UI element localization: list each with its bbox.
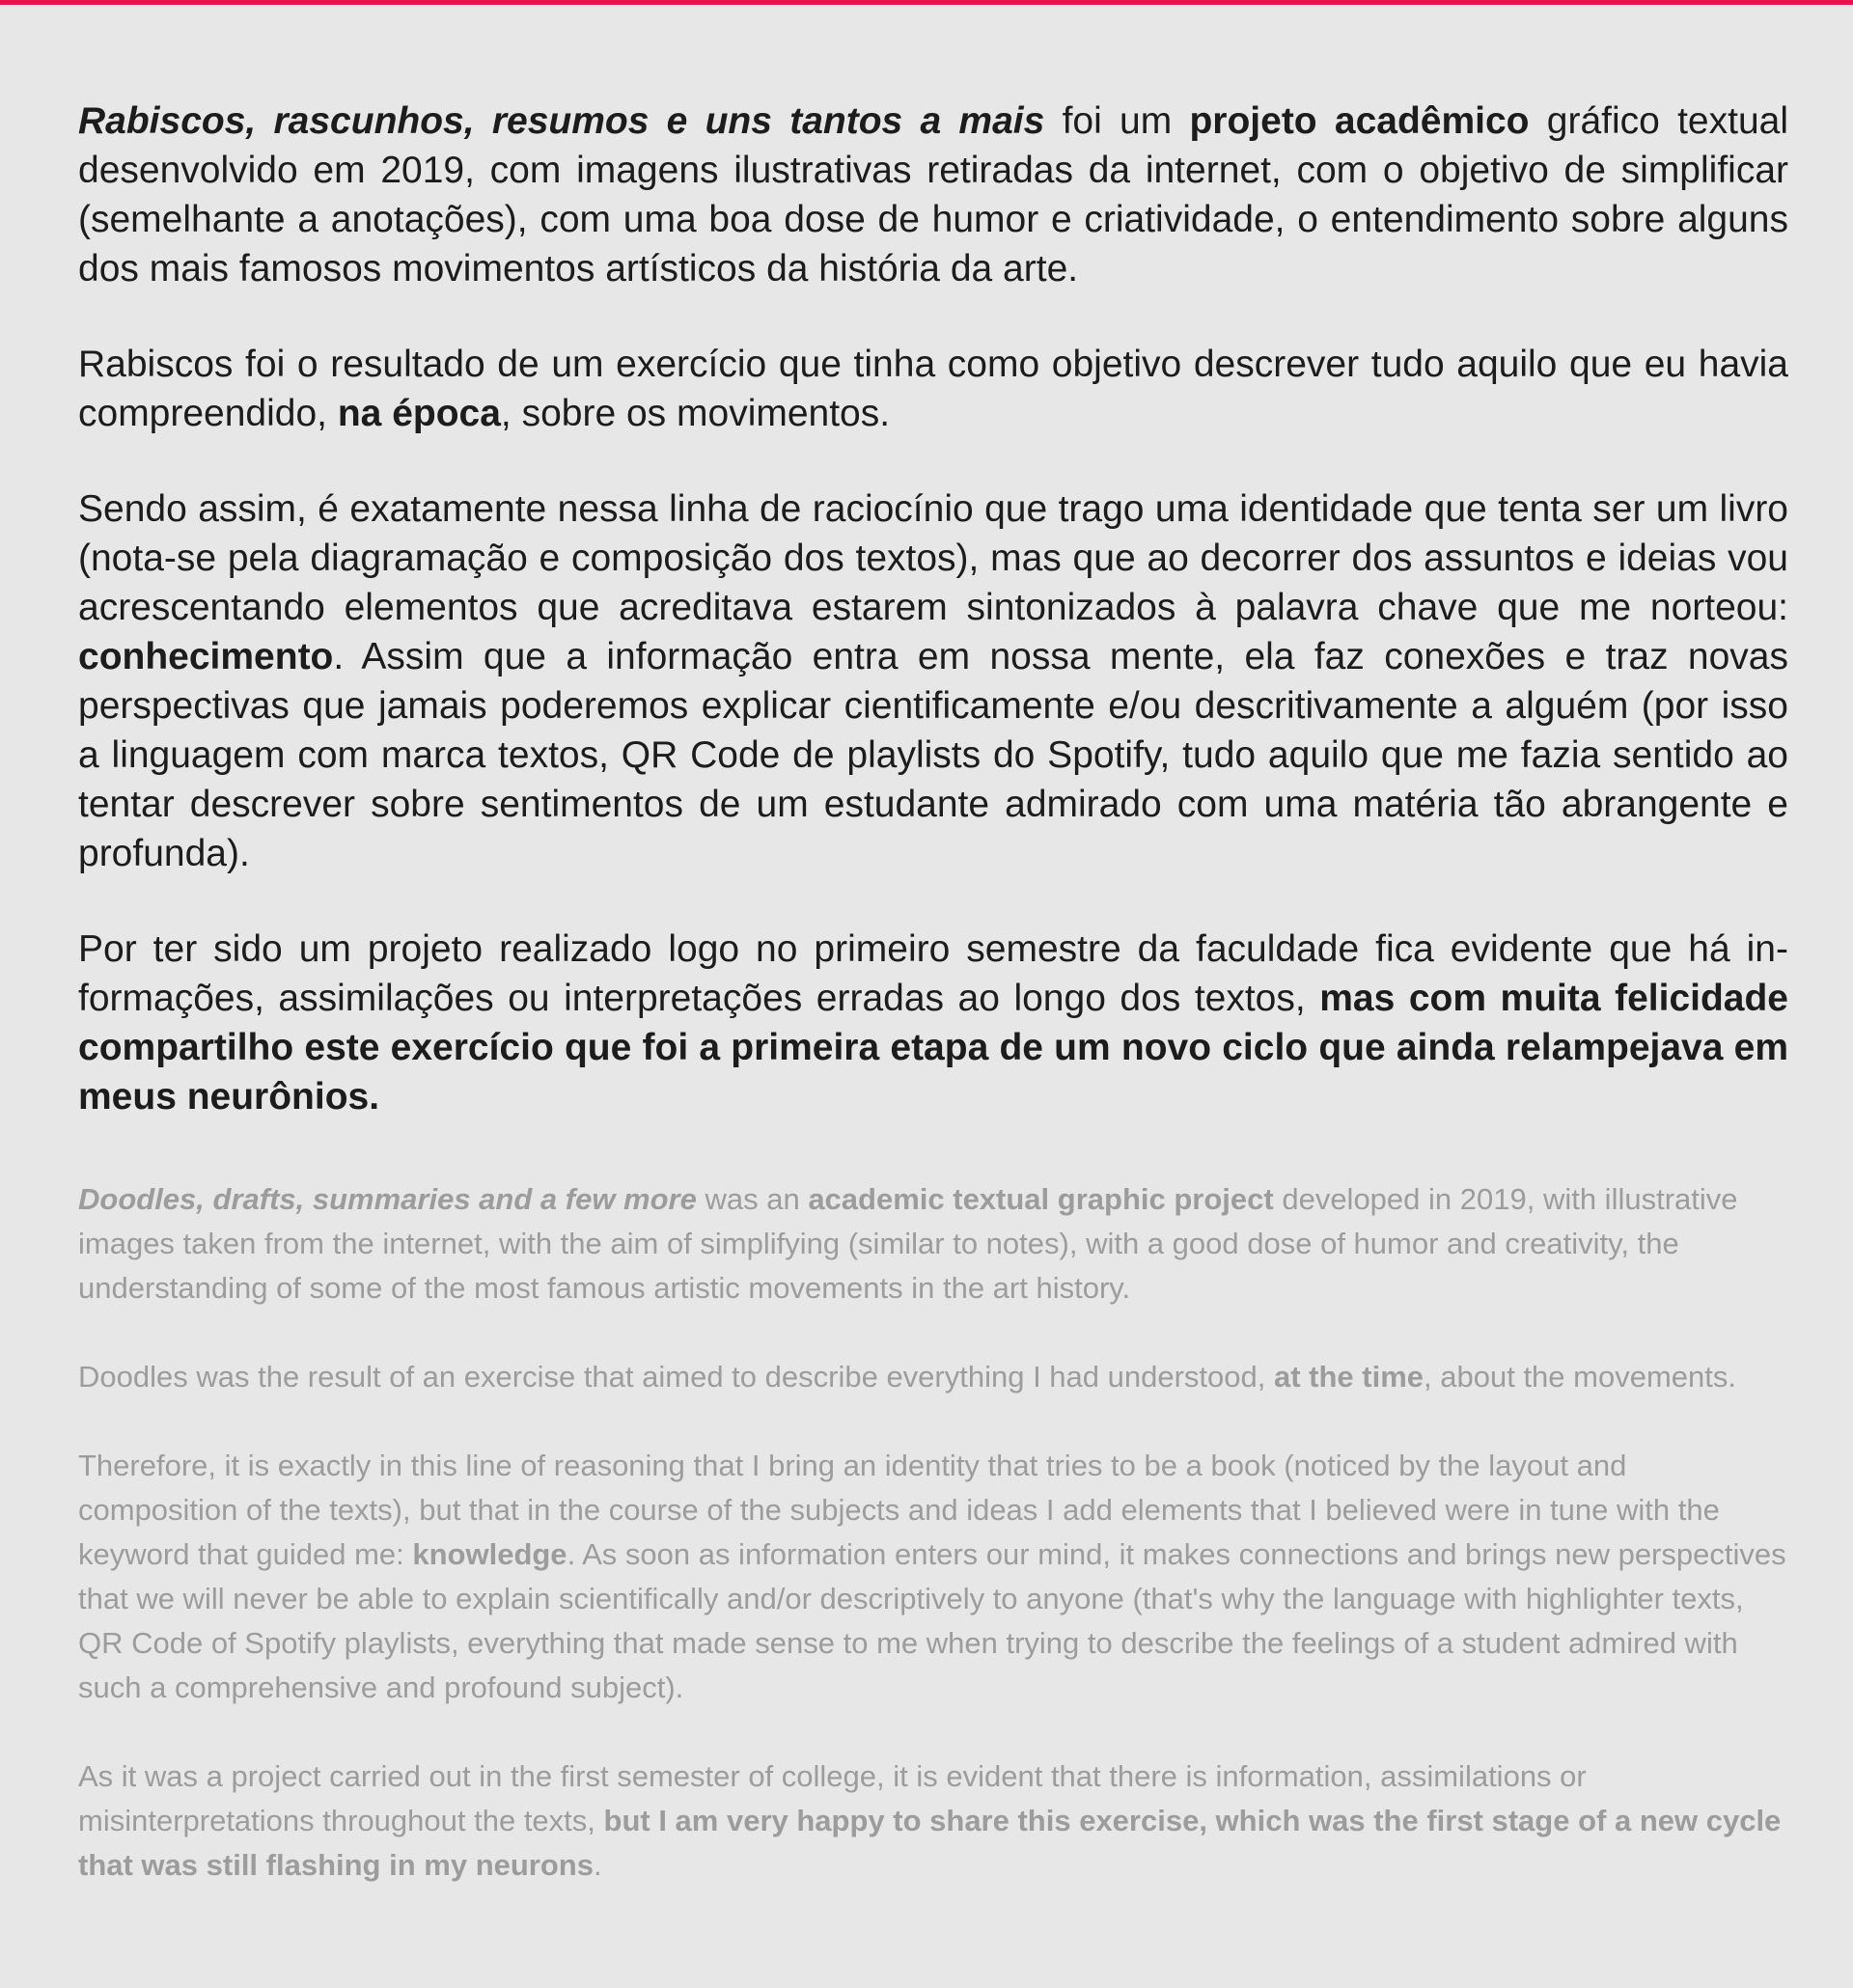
- en-project-title: Doodles, drafts, summaries and a few more: [78, 1182, 697, 1216]
- en-paragraph-result: Doodles was the result of an exercise that aimed to describe everything I had understood, at the time, about the movements.: [78, 1360, 1736, 1394]
- page-content: [78, 97, 1788, 1888]
- top-accent-bar: [0, 0, 1853, 5]
- en-highlight-at-the-time: at the time: [1274, 1360, 1424, 1394]
- pt-paragraph-intro: Rabiscos, rascunhos, resumos e uns tantos a mais foi um projeto acadêmico gráfico textual desenvolvido em 2019, com imagens ilustrativas retiradas da internet, com o objetivo de simplificar (semelhante a anotações), com uma boa dose de humor e criatividade, o entendimento sobre alguns dos mais famosos movimentos artísticos da história da arte.: [78, 100, 1788, 290]
- en-paragraph-intro: Doodles, drafts, summaries and a few more was an academic textual graphic project developed in 2019, with illustrative images taken from the internet, with the aim of simplifying (similar to notes), with a good dose of humor and creativity, the understanding of some of the most famous artistic movements in the art history.: [78, 1182, 1738, 1305]
- pt-highlight-closing: mas com muita felicidade compartilho este exercício que foi a primeira etapa de um novo ciclo que ainda relampejava em meus neurônios.: [78, 978, 1788, 1118]
- english-text: [78, 1177, 1788, 1888]
- pt-project-title: Rabiscos, rascunhos, resumos e uns tantos a mais: [78, 100, 1045, 142]
- portuguese-text: [78, 97, 1788, 1121]
- pt-paragraph-identity: Sendo assim, é exatamente nessa linha de raciocínio que trago uma identidade que tenta ser um livro (nota-se pela diagramação e composição dos textos), mas que ao decorrer dos assuntos e ideias vou acrescentando elementos que acreditava estarem sintonizados à palavra chave que me norteou: conhecimento. Assim que a informação entra em nossa mente, ela faz conexões e traz novas perspectivas que jamais poderemos explicar cientificamente e/ou descritivamente a alguém (por isso a linguagem com marca textos, QR Code de playlists do Spotify, tudo aquilo que me fazia sentido ao tentar descrever sobre sentimentos de um estudante admirado com uma matéria tão abrangente e profunda).: [78, 488, 1788, 874]
- en-highlight-academic-project: academic textual graphic project: [808, 1182, 1274, 1216]
- pt-highlight-na-epoca: na época: [337, 393, 501, 434]
- en-highlight-knowledge: knowledge: [412, 1537, 567, 1571]
- pt-highlight-academic-project: projeto acadêmico: [1189, 100, 1530, 142]
- en-highlight-closing: but I am very happy to share this exercise, which was the first stage of a new cycle that was still flashing in my neurons: [78, 1804, 1782, 1882]
- en-paragraph-identity: Therefore, it is exactly in this line of reasoning that I bring an identity that tries to be a book (noticed by the layout and composition of the texts), but that in the course of the subjects and ideas I add elements that I believed were in tune with the keyword that guided me: knowledge. As soon as information enters our mind, it makes connections and brings new perspectives that we will never be able to explain scientifically and/or descriptively to anyone (that's why the language with highlighter texts, QR Code of Spotify playlists, everything that made sense to me when trying to describe the feelings of a student admired with such a comprehensive and profound subject).: [78, 1449, 1786, 1704]
- pt-paragraph-closing: Por ter sido um projeto realizado logo no primeiro semestre da faculdade fica evidente que há informações, assimilações ou interpretações erradas ao longo dos textos, mas com muita felicidade compartilho este exercício que foi a primeira etapa de um novo ciclo que ainda relampejava em meus neurônios.: [78, 928, 1788, 1118]
- pt-highlight-conhecimento: conhecimento: [78, 636, 334, 677]
- pt-paragraph-result: Rabiscos foi o resultado de um exercício que tinha como objetivo descrever tudo aquilo que eu havia compreendido, na época, sobre os movimentos.: [78, 344, 1788, 434]
- en-paragraph-closing: As it was a project carried out in the first semester of college, it is evident that there is information, assimilations or misinterpretations throughout the texts, but I am very happy to share this exercise, which was the first stage of a new cycle that was still flashing in my neurons.: [78, 1759, 1782, 1882]
